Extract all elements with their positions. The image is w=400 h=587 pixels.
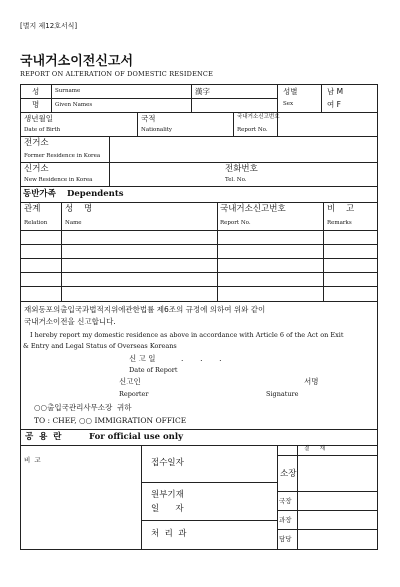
divider: [51, 85, 52, 112]
divider: [21, 186, 377, 187]
divider: [21, 98, 277, 99]
review-date-label-1: 원부기재: [151, 490, 184, 500]
divider: [141, 520, 277, 521]
divider: [109, 136, 110, 186]
divider: [277, 510, 377, 511]
report-date-label-ko: 신 고 일: [129, 354, 156, 363]
hanja-label: 漢字: [195, 87, 210, 96]
divider: [277, 85, 278, 136]
column-header-report-no-ko: 국내거소신고번호: [220, 204, 286, 214]
addressee-ko: ○○출입국관리사무소장 귀하: [34, 403, 132, 412]
divider: [277, 529, 377, 530]
report-date-dots: . . .: [181, 354, 222, 363]
name-label-ko-1: 성: [32, 87, 40, 96]
new-residence-label-ko: 신거소: [24, 164, 49, 174]
page-title: 국내거소이전신고서: [20, 54, 134, 69]
dependents-title-ko: 동반가족: [23, 189, 56, 199]
divider: [323, 202, 324, 301]
former-residence-label-ko: 전거소: [24, 138, 49, 148]
divider: [21, 162, 377, 163]
divider: [141, 482, 277, 483]
tel-label-ko: 전화번호: [225, 164, 258, 174]
divider: [233, 112, 234, 136]
declaration-ko-line2: 국내거소이전을 신고합니다.: [24, 317, 116, 326]
reporter-label-en: Reporter: [119, 390, 149, 398]
male-option[interactable]: 남 M: [327, 87, 344, 96]
section-chief-label: 과장: [279, 516, 292, 524]
divider: [277, 445, 278, 549]
declaration-en-line1: I hereby report my domestic residence as above in accordance with Article 6 of the Act on Exit: [30, 331, 344, 339]
report-date-label-en: Date of Report: [129, 366, 178, 374]
divider: [217, 202, 218, 301]
staff-label: 담당: [279, 535, 292, 543]
column-header-relation-ko: 관계: [24, 204, 41, 214]
nationality-label-ko: 국적: [141, 114, 156, 123]
column-header-name-ko: 성 명: [65, 204, 93, 214]
divider: [137, 112, 138, 136]
name-label-ko-2: 명: [32, 100, 40, 109]
addressee-en: TO : CHEF, ○○ IMMIGRATION OFFICE: [34, 416, 187, 425]
divider: [21, 301, 377, 302]
surname-label: Surname: [55, 88, 81, 94]
divider: [141, 445, 142, 549]
dependents-title-en: Dependents: [67, 189, 124, 199]
page-subtitle: REPORT ON ALTERATION OF DOMESTIC RESIDENCE: [20, 70, 214, 78]
divider: [297, 445, 298, 549]
form-number: [별지 제12호서식]: [20, 22, 78, 30]
report-no-label-ko: 국내거소신고번호: [237, 114, 280, 120]
sex-label-en: Sex: [283, 101, 294, 107]
official-use-title-en: For official use only: [89, 432, 184, 442]
dob-label-en: Date of Birth: [24, 127, 61, 133]
official-use-title-ko: 공 용 란: [25, 432, 62, 442]
divider: [21, 112, 377, 113]
divider: [21, 136, 377, 137]
bureau-chief-label: 국장: [279, 497, 292, 505]
given-names-label: Given Names: [55, 102, 93, 108]
new-residence-label-en: New Residence in Korea: [24, 177, 93, 183]
column-header-remarks-en: Remarks: [327, 220, 352, 226]
divider: [277, 491, 377, 492]
tel-label-en: Tel. No.: [225, 177, 247, 183]
divider: [321, 85, 322, 112]
divider: [21, 429, 377, 430]
column-header-report-no-en: Report No.: [220, 220, 251, 226]
declaration-en-line2: & Entry and Legal Status of Overseas Koreans: [23, 342, 177, 350]
former-residence-label-en: Former Residence in Korea: [24, 153, 101, 159]
dob-label-ko: 생년월일: [24, 114, 53, 123]
form-frame: [20, 84, 378, 550]
divider: [61, 202, 62, 301]
report-no-label-en: Report No.: [237, 127, 268, 133]
signature-label-ko: 서명: [304, 377, 319, 386]
processing-label: 처 리 과: [151, 529, 187, 539]
director-label: 소장: [280, 469, 297, 479]
review-date-label-2: 일 자: [151, 504, 184, 514]
column-header-relation-en: Relation: [24, 220, 48, 226]
approval-label: 결 재: [304, 446, 326, 452]
sex-label-ko: 성별: [283, 87, 298, 96]
divider: [191, 85, 192, 112]
declaration-ko-line1: 재외동포의출입국과법적지위에관한법률 제6조의 규정에 의하여 위와 같이: [24, 305, 266, 314]
column-header-remarks-ko: 비 고: [327, 204, 355, 214]
female-option[interactable]: 여 F: [327, 100, 341, 109]
reporter-label-ko: 신고인: [119, 377, 141, 386]
column-header-name-en: Name: [65, 220, 82, 226]
nationality-label-en: Nationality: [141, 127, 173, 133]
receipt-date-label: 접수일자: [151, 458, 184, 468]
divider: [277, 455, 377, 456]
signature-label-en: Signature: [266, 390, 299, 398]
official-remarks-label: 비 고: [24, 456, 41, 464]
